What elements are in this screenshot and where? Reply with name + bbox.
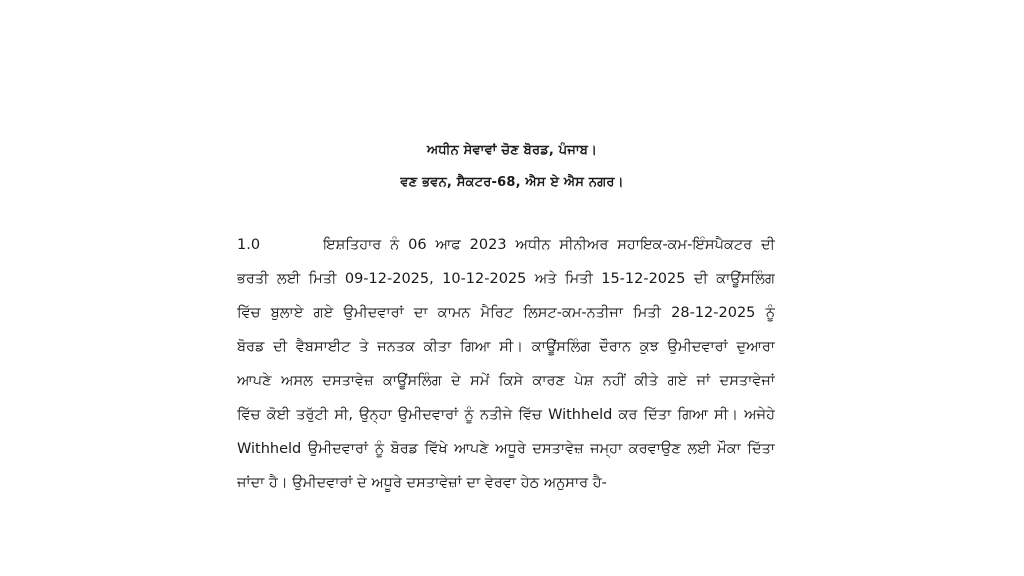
paragraph-line: ਆਪਣੇ ਅਸਲ ਦਸਤਾਵੇਜ਼ ਕਾਊਂਸਲਿੰਗ ਦੇ ਸਮੇਂ ਕਿਸੇ ਕਾਰਣ ਪੇਸ਼ ਨਹੀਂ ਕੀਤੇ ਗਏ ਜਾਂ ਦਸਤਾਵੇਜਾਂ	[237, 373, 775, 389]
paragraph-line: ਭਰਤੀ ਲਈ ਮਿਤੀ 09-12-2025, 10-12-2025 ਅਤੇ ਮਿਤੀ 15-12-2025 ਦੀ ਕਾਊਂਸਲਿੰਗ	[237, 271, 775, 287]
paragraph-line-text: ਇਸ਼ਤਿਹਾਰ ਨੰ 06 ਆਫ 2023 ਅਧੀਨ ਸੀਨੀਅਰ ਸਹਾਇਕ-ਕਮ-ਇੰਸਪੈਕਟਰ ਦੀ	[323, 237, 775, 253]
paragraph-line: Withheld ਉਮੀਦਵਾਰਾਂ ਨੂੰ ਬੋਰਡ ਵਿੱਖੇ ਆਪਣੇ ਅਧੂਰੇ ਦਸਤਾਵੇਜ਼ ਜਮ੍ਹਾ ਕਰਵਾਉਣ ਲਈ ਮੌਕਾ ਦਿੱਤਾ	[237, 441, 775, 457]
section-number: 1.0	[237, 237, 261, 253]
paragraph-line: ਵਿੱਚ ਕੋਈ ਤਰੁੱਟੀ ਸੀ, ਉਨ੍ਹਾ ਉਮੀਦਵਾਰਾਂ ਨੂੰ ਨਤੀਜੇ ਵਿੱਚ Withheld ਕਰ ਦਿੱਤਾ ਗਿਆ ਸੀ। ਅਜੇਹੇ	[237, 407, 775, 423]
board-name-heading: ਅਧੀਨ ਸੇਵਾਵਾਂ ਚੋਣ ਬੋਰਡ, ਪੰਜਾਬ।	[426, 143, 598, 158]
paragraph-line: ਜਾਂਦਾ ਹੈ। ਉਮੀਦਵਾਰਾਂ ਦੇ ਅਧੂਰੇ ਦਸਤਾਵੇਜ਼ਾਂ ਦਾ ਵੇਰਵਾ ਹੇਠ ਅਨੁਸਾਰ ਹੈ-	[237, 475, 607, 491]
paragraph-line: ਬੋਰਡ ਦੀ ਵੈਬਸਾਈਟ ਤੇ ਜਨਤਕ ਕੀਤਾ ਗਿਆ ਸੀ। ਕਾਊਂਸਲਿੰਗ ਦੌਰਾਨ ਕੁਝ ਉਮੀਦਵਾਰਾਂ ਦੁਆਰਾ	[237, 339, 775, 355]
notice-paragraph	[237, 228, 775, 500]
board-address-heading: ਵਣ ਭਵਨ, ਸੈਕਟਰ-68, ਐਸ ਏ ਐਸ ਨਗਰ।	[400, 175, 624, 190]
paragraph-line	[237, 228, 775, 262]
paragraph-line: ਵਿੱਚ ਬੁਲਾਏ ਗਏ ਉਮੀਦਵਾਰਾਂ ਦਾ ਕਾਮਨ ਮੈਰਿਟ ਲਿਸਟ-ਕਮ-ਨਤੀਜਾ ਮਿਤੀ 28-12-2025 ਨੂੰ	[237, 305, 775, 321]
